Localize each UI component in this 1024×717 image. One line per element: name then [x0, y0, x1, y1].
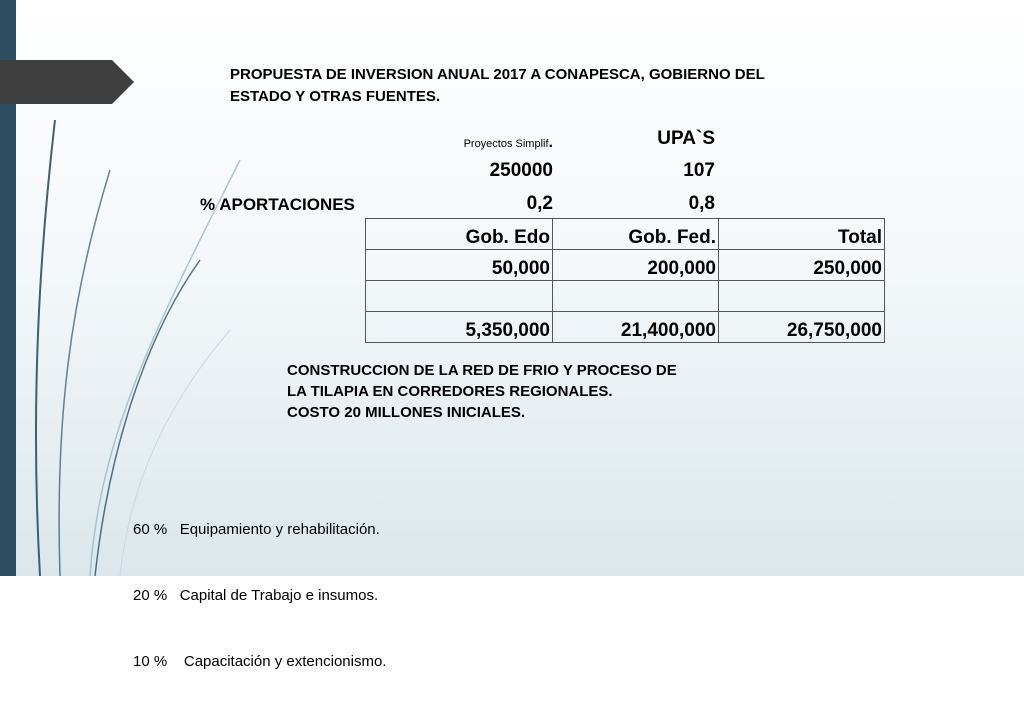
title-line: ESTADO Y OTRAS FUENTES.: [230, 88, 441, 105]
table-row: [366, 250, 885, 281]
description-line: LA TILAPIA EN CORREDORES REGIONALES.: [287, 383, 613, 400]
page-title: [230, 64, 830, 108]
allocation-item: 10 % Capacitación y extencionismo.: [133, 653, 387, 670]
allocation-list: [133, 475, 386, 717]
header-total: Total: [719, 219, 885, 250]
description-line: COSTO 20 MILLONES INICIALES.: [287, 404, 526, 421]
aportaciones-label: % APORTACIONES: [200, 195, 355, 214]
funding-table: [365, 218, 885, 343]
header-gob-edo: Gob. Edo: [366, 219, 553, 250]
header-gob-fed: Gob. Fed.: [553, 219, 719, 250]
table-row: [366, 281, 885, 312]
table-row: [366, 312, 885, 343]
upas-header: UPA`S: [657, 128, 715, 149]
table-cell: [553, 281, 719, 312]
aportaciones-proyectos: 0,2: [526, 193, 553, 214]
table-cell: 5,350,000: [366, 312, 553, 343]
upas-count: 107: [683, 160, 715, 181]
aportaciones-upas: 0,8: [688, 193, 715, 214]
proyectos-count: 250000: [489, 160, 553, 181]
title-line: PROPUESTA DE INVERSION ANUAL 2017 A CONAPESCA, GOBIERNO DEL: [230, 66, 765, 83]
table-cell: 250,000: [719, 250, 885, 281]
project-description: [287, 360, 677, 423]
proyectos-label: Proyectos Simplif: [463, 138, 549, 150]
table-cell: [366, 281, 553, 312]
table-cell: 200,000: [553, 250, 719, 281]
allocation-item: 20 % Capital de Trabajo e insumos.: [133, 587, 379, 604]
table-cell: 50,000: [366, 250, 553, 281]
table-cell: 26,750,000: [719, 312, 885, 343]
allocation-item: 60 % Equipamiento y rehabilitación.: [133, 521, 380, 538]
table-cell: [719, 281, 885, 312]
proyectos-dot: .: [548, 134, 553, 151]
proyectos-header: [380, 134, 553, 152]
description-line: CONSTRUCCION DE LA RED DE FRIO Y PROCESO DE: [287, 362, 677, 379]
table-header-row: [366, 219, 885, 250]
table-cell: 21,400,000: [553, 312, 719, 343]
